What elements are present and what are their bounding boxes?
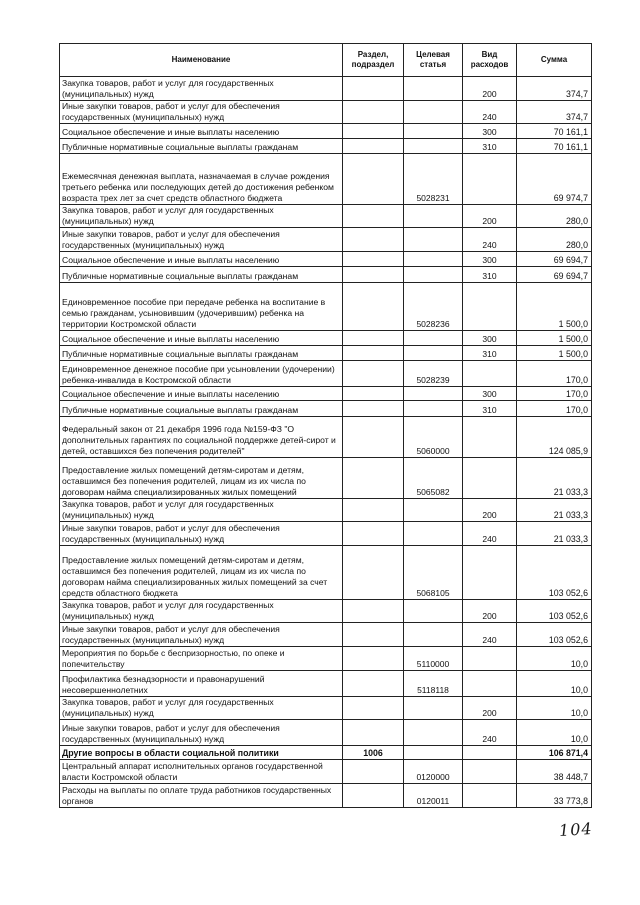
row-sum-cell: 21 033,3 (517, 499, 592, 522)
table-row (60, 720, 592, 746)
row-article-cell (404, 387, 463, 401)
table-row (60, 746, 592, 760)
row-sum-cell: 21 033,3 (517, 458, 592, 499)
row-article-cell (404, 697, 463, 720)
row-sum-cell: 70 161,1 (517, 124, 592, 139)
row-name-cell: Публичные нормативные социальные выплаты гражданам (60, 346, 343, 361)
row-article-cell: 0120000 (404, 760, 463, 784)
row-kind-cell (463, 746, 517, 760)
table-row (60, 361, 592, 387)
table-row (60, 139, 592, 154)
row-kind-cell: 240 (463, 522, 517, 546)
row-kind-cell: 200 (463, 697, 517, 720)
table-header-row (60, 44, 592, 77)
row-sum-cell: 69 694,7 (517, 252, 592, 267)
row-section-cell (343, 697, 404, 720)
row-article-cell: 5068105 (404, 546, 463, 600)
row-name-cell: Иные закупки товаров, работ и услуг для обеспечения государственных (муниципальных) нужд (60, 101, 343, 124)
row-kind-cell: 310 (463, 267, 517, 283)
row-kind-cell (463, 283, 517, 331)
row-sum-cell: 374,7 (517, 77, 592, 101)
row-article-cell (404, 499, 463, 522)
table-row (60, 77, 592, 101)
row-section-cell (343, 361, 404, 387)
row-section-cell (343, 760, 404, 784)
table-row (60, 228, 592, 252)
row-section-cell (343, 522, 404, 546)
row-sum-cell: 170,0 (517, 387, 592, 401)
row-name-cell: Иные закупки товаров, работ и услуг для обеспечения государственных (муниципальных) нужд (60, 720, 343, 746)
row-kind-cell: 300 (463, 252, 517, 267)
row-name-cell: Иные закупки товаров, работ и услуг для обеспечения государственных (муниципальных) нужд (60, 228, 343, 252)
row-sum-cell: 38 448,7 (517, 760, 592, 784)
row-section-cell (343, 124, 404, 139)
row-kind-cell: 300 (463, 124, 517, 139)
table-row (60, 760, 592, 784)
row-name-cell: Предоставление жилых помещений детям-сиротам и детям, оставшимся без попечения родителей, лицам из их числа по договорам найма специализированных жилых помещений за счет средств областного бюджета (60, 546, 343, 600)
row-name-cell: Социальное обеспечение и иные выплаты населению (60, 331, 343, 346)
row-kind-cell (463, 671, 517, 697)
row-section-cell (343, 101, 404, 124)
row-sum-cell: 69 694,7 (517, 267, 592, 283)
row-name-cell: Центральный аппарат исполнительных органов государственной власти Костромской области (60, 760, 343, 784)
row-name-cell: Иные закупки товаров, работ и услуг для обеспечения государственных (муниципальных) нужд (60, 623, 343, 647)
row-article-cell (404, 600, 463, 623)
row-name-cell: Иные закупки товаров, работ и услуг для обеспечения государственных (муниципальных) нужд (60, 522, 343, 546)
table-row (60, 283, 592, 331)
header-name: Наименование (60, 44, 343, 77)
row-article-cell (404, 124, 463, 139)
row-section-cell (343, 600, 404, 623)
row-sum-cell: 69 974,7 (517, 154, 592, 205)
table-row (60, 499, 592, 522)
row-section-cell (343, 154, 404, 205)
row-kind-cell (463, 361, 517, 387)
row-kind-cell: 240 (463, 623, 517, 647)
row-article-cell (404, 331, 463, 346)
row-section-cell (343, 784, 404, 808)
row-section-cell (343, 623, 404, 647)
row-sum-cell: 103 052,6 (517, 623, 592, 647)
table-row (60, 252, 592, 267)
handwritten-page-number: 104 (558, 818, 594, 841)
row-name-cell: Публичные нормативные социальные выплаты гражданам (60, 139, 343, 154)
row-kind-cell (463, 784, 517, 808)
table-row (60, 205, 592, 228)
row-name-cell: Расходы на выплаты по оплате труда работников государственных органов (60, 784, 343, 808)
row-sum-cell: 70 161,1 (517, 139, 592, 154)
row-section-cell (343, 252, 404, 267)
row-name-cell: Ежемесячная денежная выплата, назначаемая в случае рождения третьего ребенка или последующих детей до достижения ребенком возраста трех лет за счет средств областного бюджета (60, 154, 343, 205)
row-section-cell (343, 458, 404, 499)
header-article: Целевая статья (404, 44, 463, 77)
row-name-cell: Предоставление жилых помещений детям-сиротам и детям, оставшимся без попечения родителей, лицам из их числа по договорам найма специализированных жилых помещений (60, 458, 343, 499)
table-row (60, 154, 592, 205)
row-article-cell (404, 401, 463, 417)
row-section-cell (343, 228, 404, 252)
row-article-cell: 5028231 (404, 154, 463, 205)
row-kind-cell: 240 (463, 720, 517, 746)
row-name-cell: Другие вопросы в области социальной политики (60, 746, 343, 760)
row-sum-cell: 280,0 (517, 205, 592, 228)
row-kind-cell: 200 (463, 600, 517, 623)
header-section: Раздел, подраздел (343, 44, 404, 77)
row-kind-cell: 240 (463, 101, 517, 124)
row-name-cell: Социальное обеспечение и иные выплаты населению (60, 252, 343, 267)
row-article-cell (404, 77, 463, 101)
row-sum-cell: 280,0 (517, 228, 592, 252)
row-section-cell: 1006 (343, 746, 404, 760)
table-row (60, 600, 592, 623)
table-row (60, 401, 592, 417)
row-article-cell: 5065082 (404, 458, 463, 499)
row-article-cell (404, 346, 463, 361)
table-row (60, 346, 592, 361)
table-row (60, 647, 592, 671)
row-article-cell (404, 746, 463, 760)
row-article-cell: 5028239 (404, 361, 463, 387)
row-article-cell: 5028236 (404, 283, 463, 331)
row-name-cell: Публичные нормативные социальные выплаты гражданам (60, 267, 343, 283)
row-sum-cell: 106 871,4 (517, 746, 592, 760)
row-name-cell: Закупка товаров, работ и услуг для государственных (муниципальных) нужд (60, 499, 343, 522)
row-article-cell: 5118118 (404, 671, 463, 697)
row-section-cell (343, 77, 404, 101)
row-kind-cell: 200 (463, 499, 517, 522)
row-section-cell (343, 387, 404, 401)
row-name-cell: Единовременное пособие при передаче ребенка на воспитание в семью гражданам, усыновившим (удочерившим) ребенка на территории Костромской области (60, 283, 343, 331)
row-name-cell: Мероприятия по борьбе с беспризорностью, по опеке и попечительству (60, 647, 343, 671)
row-article-cell (404, 252, 463, 267)
table-row (60, 697, 592, 720)
row-sum-cell: 10,0 (517, 720, 592, 746)
row-name-cell: Социальное обеспечение и иные выплаты населению (60, 387, 343, 401)
row-section-cell (343, 139, 404, 154)
row-kind-cell (463, 417, 517, 458)
row-sum-cell: 1 500,0 (517, 283, 592, 331)
row-article-cell (404, 205, 463, 228)
row-sum-cell: 10,0 (517, 697, 592, 720)
row-section-cell (343, 417, 404, 458)
row-name-cell: Закупка товаров, работ и услуг для государственных (муниципальных) нужд (60, 205, 343, 228)
row-section-cell (343, 205, 404, 228)
row-sum-cell: 1 500,0 (517, 331, 592, 346)
row-kind-cell (463, 760, 517, 784)
row-sum-cell: 10,0 (517, 671, 592, 697)
row-sum-cell: 103 052,6 (517, 600, 592, 623)
row-kind-cell: 200 (463, 205, 517, 228)
row-article-cell (404, 267, 463, 283)
row-kind-cell (463, 546, 517, 600)
row-kind-cell: 200 (463, 77, 517, 101)
table-row (60, 623, 592, 647)
table-row (60, 331, 592, 346)
row-kind-cell: 300 (463, 331, 517, 346)
row-article-cell: 0120011 (404, 784, 463, 808)
row-kind-cell: 310 (463, 139, 517, 154)
row-name-cell: Закупка товаров, работ и услуг для государственных (муниципальных) нужд (60, 600, 343, 623)
row-section-cell (343, 499, 404, 522)
row-article-cell (404, 101, 463, 124)
budget-table (59, 43, 592, 808)
row-name-cell: Закупка товаров, работ и услуг для государственных (муниципальных) нужд (60, 77, 343, 101)
table-row (60, 267, 592, 283)
row-article-cell (404, 139, 463, 154)
row-sum-cell: 170,0 (517, 361, 592, 387)
row-sum-cell: 1 500,0 (517, 346, 592, 361)
row-section-cell (343, 331, 404, 346)
table-row (60, 546, 592, 600)
table-row (60, 784, 592, 808)
table-row (60, 417, 592, 458)
row-sum-cell: 33 773,8 (517, 784, 592, 808)
row-kind-cell (463, 154, 517, 205)
row-kind-cell: 310 (463, 346, 517, 361)
row-sum-cell: 10,0 (517, 647, 592, 671)
row-name-cell: Единовременное денежное пособие при усыновлении (удочерении) ребенка-инвалида в Костромской области (60, 361, 343, 387)
row-article-cell (404, 623, 463, 647)
row-name-cell: Публичные нормативные социальные выплаты гражданам (60, 401, 343, 417)
table-body (60, 77, 592, 808)
table-row (60, 522, 592, 546)
row-sum-cell: 21 033,3 (517, 522, 592, 546)
row-name-cell: Социальное обеспечение и иные выплаты населению (60, 124, 343, 139)
row-kind-cell (463, 647, 517, 671)
row-name-cell: Закупка товаров, работ и услуг для государственных (муниципальных) нужд (60, 697, 343, 720)
row-article-cell (404, 228, 463, 252)
row-article-cell (404, 720, 463, 746)
row-kind-cell (463, 458, 517, 499)
table-row (60, 124, 592, 139)
row-article-cell: 5060000 (404, 417, 463, 458)
header-kind: Вид расходов (463, 44, 517, 77)
row-section-cell (343, 720, 404, 746)
table-row (60, 101, 592, 124)
row-section-cell (343, 283, 404, 331)
row-section-cell (343, 346, 404, 361)
row-sum-cell: 170,0 (517, 401, 592, 417)
row-article-cell (404, 522, 463, 546)
table-row (60, 387, 592, 401)
row-sum-cell: 124 085,9 (517, 417, 592, 458)
row-section-cell (343, 671, 404, 697)
table-row (60, 458, 592, 499)
row-section-cell (343, 267, 404, 283)
row-article-cell: 5110000 (404, 647, 463, 671)
row-section-cell (343, 647, 404, 671)
row-kind-cell: 300 (463, 387, 517, 401)
row-kind-cell: 240 (463, 228, 517, 252)
header-sum: Сумма (517, 44, 592, 77)
row-kind-cell: 310 (463, 401, 517, 417)
row-name-cell: Федеральный закон от 21 декабря 1996 года №159-ФЗ "О дополнительных гарантиях по социальной поддержке детей-сирот и детей, оставшихся без попечения родителей" (60, 417, 343, 458)
row-section-cell (343, 401, 404, 417)
table-row (60, 671, 592, 697)
row-name-cell: Профилактика безнадзорности и правонарушений несовершеннолетних (60, 671, 343, 697)
row-sum-cell: 103 052,6 (517, 546, 592, 600)
row-sum-cell: 374,7 (517, 101, 592, 124)
row-section-cell (343, 546, 404, 600)
